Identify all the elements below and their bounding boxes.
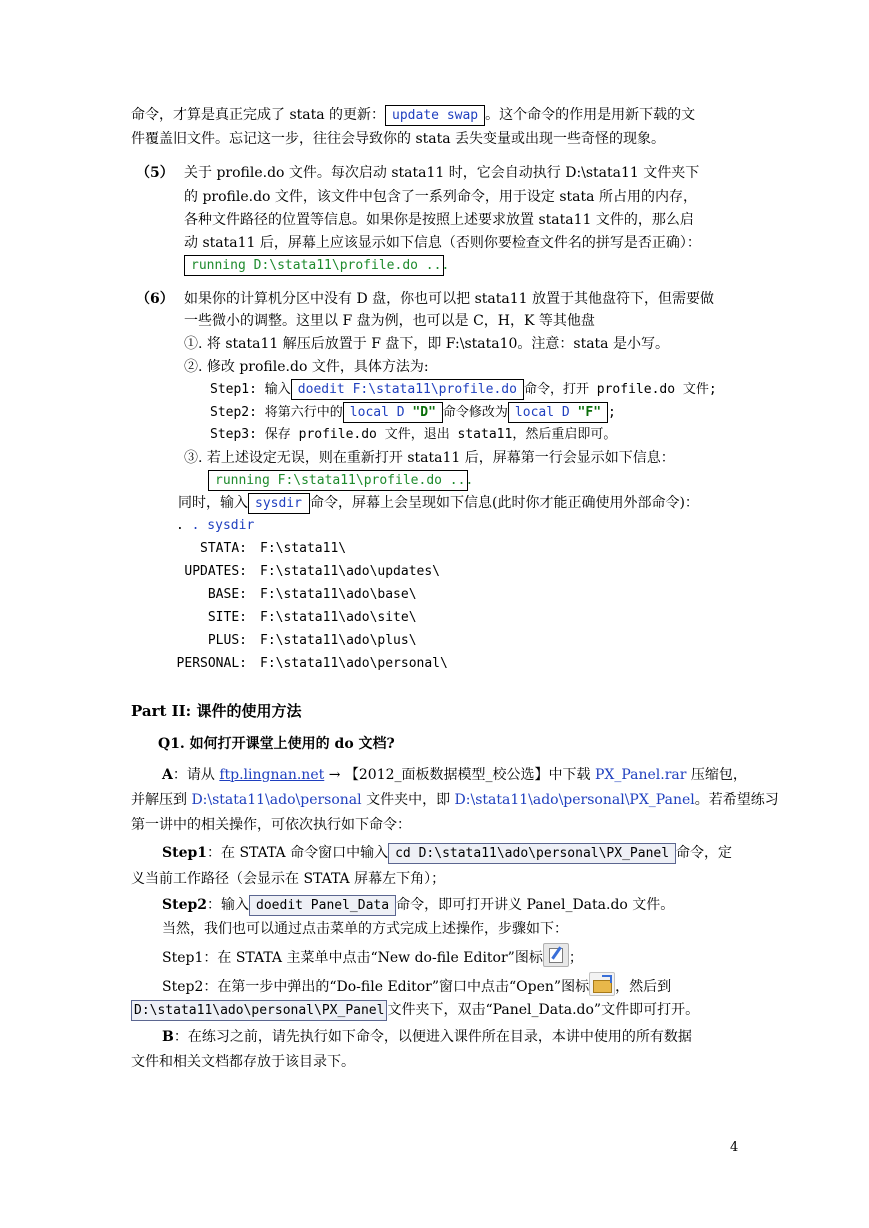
text: ；: [568, 950, 583, 966]
text: ：在练习之前，请先执行如下命令，以便进入课件所在目录，本讲中使用的所有数据: [173, 1029, 692, 1045]
code-line: [184, 254, 450, 276]
step-line: [210, 378, 717, 401]
paragraph-line: 当然，我们也可以通过点击菜单的方式完成上述操作，步骤如下：: [162, 921, 568, 937]
sysdir-key: STATA:: [200, 541, 247, 556]
code-box: running F:\stata11\profile.do ...: [208, 470, 468, 491]
text: 命令，打开 profile.do 文件;: [523, 382, 717, 397]
paragraph-line: 关于 profile.do 文件。每次启动 stata11 时，它会自动执行 D:\stata11 文件夹下: [184, 165, 700, 181]
paragraph-line: [131, 999, 699, 1021]
code-line: [208, 469, 474, 491]
code-box: [343, 402, 443, 423]
sysdir-value: F:\stata11\ado\plus\: [260, 633, 417, 648]
paragraph-line: [178, 492, 699, 514]
item-number: （6）: [136, 291, 174, 307]
code-box: running D:\stata11\profile.do ...: [184, 255, 444, 276]
sysdir-key: PERSONAL:: [176, 656, 247, 671]
code-box: [508, 402, 608, 423]
sysdir-value: F:\stata11\: [260, 541, 347, 556]
label: A: [162, 767, 173, 783]
paragraph-line: [162, 894, 674, 916]
text: Step1：在 STATA 主菜单中点击“New do-file Editor”图标: [162, 950, 543, 966]
file-name: PX_Panel.rar: [594, 767, 687, 783]
code-box: doedit Panel_Data: [249, 895, 396, 916]
paragraph-line: [131, 104, 695, 126]
text: 压缩包，: [686, 767, 747, 783]
sysdir-key: SITE:: [207, 610, 247, 625]
text: 同时，输入: [178, 495, 248, 511]
text: ;: [608, 405, 616, 420]
new-do-file-editor-icon[interactable]: [543, 943, 569, 967]
paragraph-line: [131, 789, 779, 811]
paragraph-line: ③. 若上述设定无误，则在重新打开 stata11 后，屏幕第一行会显示如下信息：: [184, 450, 675, 466]
paragraph-line: 的 profile.do 文件，该文件中包含了一系列命令，用于设定 stata 所占用的内存，: [184, 189, 697, 205]
sysdir-key: BASE:: [207, 587, 247, 602]
text: 命令，即可打开讲义 Panel_Data.do 文件。: [396, 897, 675, 913]
code-text: local D: [514, 405, 578, 420]
text: → 【2012_面板数据模型_校公选】中下载: [324, 767, 595, 783]
sysdir-value: F:\stata11\ado\site\: [260, 610, 417, 625]
question-heading: Q1. 如何打开课堂上使用的 do 文档?: [158, 736, 395, 752]
text: ：输入: [207, 897, 250, 913]
paragraph-line: 第一讲中的相关操作，可依次执行如下命令：: [131, 817, 411, 833]
paragraph-line: 动 stata11 后，屏幕上应该显示如下信息（否则你要检查文件名的拼写是否正确）：: [184, 235, 701, 251]
paragraph-line: [162, 764, 747, 786]
sysdir-key: PLUS:: [207, 633, 247, 648]
text: 文件夹下，双击“Panel_Data.do”文件即可打开。: [387, 1002, 700, 1018]
label: Step2: [162, 897, 208, 913]
paragraph-line: 一些微小的调整。这里以 F 盘为例，也可以是 C，H，K 等其他盘: [184, 313, 595, 329]
code-box: cd D:\stata11\ado\personal\PX_Panel: [388, 843, 676, 864]
text: 命令修改为: [442, 405, 508, 420]
text: Step2：在第一步中弹出的“Do-file Editor”窗口中点击“Open”图标: [162, 979, 590, 995]
prompt: .: [176, 518, 192, 533]
text: ：在 STATA 命令窗口中输入: [207, 845, 389, 861]
step-line: Step3: 保存 profile.do 文件，退出 stata11，然后重启即可。: [210, 427, 617, 442]
paragraph-line: ②. 修改 profile.do 文件，具体方法为:: [184, 359, 429, 375]
open-folder-icon[interactable]: [589, 972, 615, 996]
paragraph-line: 件覆盖旧文件。忘记这一步，往往会导致你的 stata 丢失变量或出现一些奇怪的现象。: [131, 131, 666, 147]
paragraph-line: ①. 将 stata11 解压后放置于 F 盘下，即 F:\stata10。注意：stata 是小写。: [184, 336, 669, 352]
code-box: sysdir: [248, 493, 310, 514]
step-line: [210, 401, 616, 424]
text: Step2: 将第六行中的: [210, 405, 343, 420]
ftp-link[interactable]: ftp.lingnan.net: [219, 767, 325, 783]
text: ：请从: [172, 767, 220, 783]
page-number: 4: [730, 1140, 739, 1155]
paragraph-line: [162, 943, 583, 969]
sysdir-value: F:\stata11\ado\personal\: [260, 656, 448, 671]
code-text: local D: [349, 405, 413, 420]
text: 命令，定: [676, 845, 733, 861]
label: Step1: [162, 845, 208, 861]
code-box: update swap: [385, 105, 485, 126]
sysdir-value: F:\stata11\ado\updates\: [260, 564, 441, 579]
label: B: [162, 1029, 174, 1045]
paragraph-line: 义当前工作路径（会显示在 STATA 屏幕左下角）；: [131, 871, 446, 887]
text: ，然后到: [615, 979, 672, 995]
sysdir-value: F:\stata11\ado\base\: [260, 587, 417, 602]
path-text: D:\stata11\ado\personal: [191, 792, 362, 808]
section-heading: Part II: 课件的使用方法: [131, 702, 302, 720]
paragraph-line: [162, 972, 671, 998]
code-box: doedit F:\stata11\profile.do: [291, 379, 524, 400]
code-string: "F": [577, 405, 602, 420]
item-number: （5）: [136, 165, 174, 181]
paragraph-line: 如果你的计算机分区中没有 D 盘，你也可以把 stata11 放置于其他盘符下，但需要做: [184, 291, 714, 307]
paragraph-line: [162, 1026, 692, 1048]
paragraph-line: 文件和相关文档都存放于该目录下。: [131, 1054, 355, 1070]
path-text: D:\stata11\ado\personal\PX_Panel: [454, 792, 695, 808]
code-box: D:\stata11\ado\personal\PX_Panel: [131, 1000, 387, 1021]
text: 命令，才算是真正完成了 stata 的更新：: [131, 107, 386, 123]
text: 并解压到: [131, 792, 192, 808]
text: 。这个命令的作用是用新下载的文: [485, 107, 696, 123]
sysdir-command: [176, 515, 254, 537]
text: Step1: 输入: [210, 382, 291, 397]
sysdir-key: UPDATES:: [184, 564, 247, 579]
paragraph-line: [162, 842, 732, 864]
text: 文件夹中，即: [361, 792, 455, 808]
text: 。若希望练习: [694, 792, 779, 808]
code-string: "D": [412, 405, 436, 420]
text: 命令，屏幕上会呈现如下信息(此时你才能正确使用外部命令)：: [310, 495, 699, 511]
paragraph-line: 各种文件路径的位置等信息。如果你是按照上述要求放置 stata11 文件的，那么启: [184, 212, 694, 228]
command-text: . sysdir: [191, 518, 255, 533]
